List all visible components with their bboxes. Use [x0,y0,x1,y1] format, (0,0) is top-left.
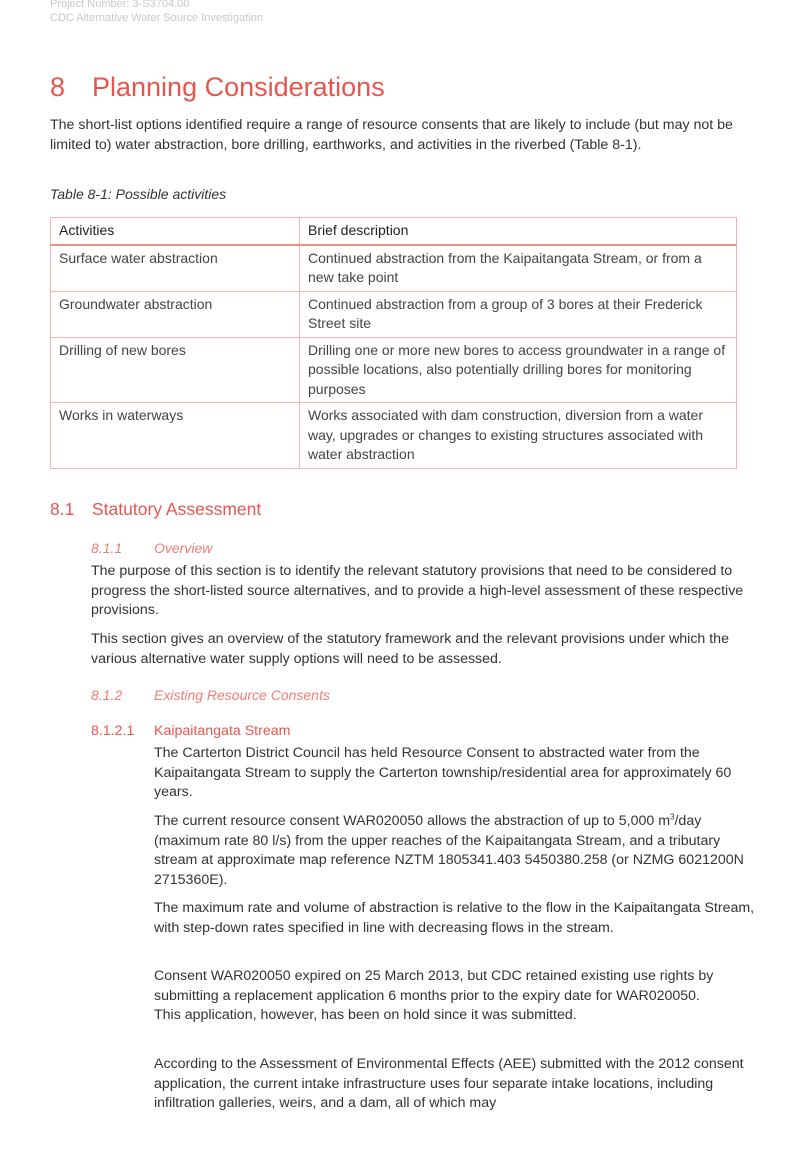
consent-text-start: The current resource consent WAR020050 allows the abstraction of up to 5,000 m [154,813,671,829]
subsection-title: Overview [154,540,213,556]
subsection-number: 8.1 [50,499,75,519]
section-intro: The short-list options identified require a range of resource consents that are likely to include (but may not be limited to) water abstraction, bore drilling, earthworks, and activities in the riverbed (Table 8-1). [50,117,733,153]
kaipaitangata-paragraph-4: Consent WAR020050 expired on 25 March 2013, but CDC retained existing use rights by submitting a replacement application 6 months prior to the expiry date for WAR020050. This application, however, has been on hold since it was submitted. [154,968,714,1023]
table-header-row [51,218,737,245]
description-cell: Continued abstraction from a group of 3 bores at their Frederick Street site [300,291,737,337]
kaipaitangata-paragraph-1: The Carterton District Council has held Resource Consent to abstracted water from the Kaipaitangata Stream to supply the Carterton township/residential area for approximately 60 years. [154,745,732,800]
subsection-number: 8.1.1 [91,540,123,556]
page-header [50,0,263,25]
subsection-heading-8-1 [50,499,261,520]
description-cell: Drilling one or more new bores to access groundwater in a range of possible locations, also potentially drilling bores for monitoring purposes [300,337,737,403]
table-row [51,291,737,337]
subsection-title: Existing Resource Consents [154,687,330,703]
table-caption: Table 8-1: Possible activities [50,186,227,202]
overview-paragraph-1: The purpose of this section is to identify the relevant statutory provisions that need to be considered to progress the short-listed source alternatives, and to provide a high-level assessment of these respective provisions. [91,563,744,618]
overview-paragraph-2: This section gives an overview of the statutory framework and the relevant provisions under which the various alternative water supply options will need to be assessed. [91,631,729,667]
activity-cell: Surface water abstraction [51,245,300,292]
table-row [51,245,737,292]
section-heading [50,70,385,104]
subsection-number: 8.1.2.1 [91,723,135,739]
subsection-number: 8.1.2 [91,687,123,703]
column-header-description: Brief description [300,218,737,245]
activities-table [50,217,737,469]
activity-cell: Works in waterways [51,403,300,469]
section-number: 8 [50,72,66,102]
subsection-heading-8-1-2-1 [91,723,290,739]
activity-cell: Groundwater abstraction [51,291,300,337]
subsection-title: Kaipaitangata Stream [154,723,291,739]
consent-text-end: /day (maximum rate 80 l/s) from the upper reaches of the Kaipaitangata Stream, and a tributary stream at approximate map reference NZTM 1805341.403 5450380.258 (or NZMG 6021200N 2715360E). [154,813,744,888]
subsection-heading-8-1-1 [91,540,212,556]
project-number: Project Number: 3-S3704.00 [50,0,190,10]
superscript-3: 3 [670,812,675,822]
table-row [51,337,737,403]
subsection-heading-8-1-2 [91,687,330,703]
description-cell: Continued abstraction from the Kaipaitangata Stream, or from a new take point [300,245,737,292]
section-title: Planning Considerations [92,72,385,102]
description-cell: Works associated with dam construction, diversion from a water way, upgrades or changes to existing structures associated with water abstraction [300,403,737,469]
column-header-activities: Activities [51,218,300,245]
subsection-title: Statutory Assessment [92,499,262,519]
project-title: CDC Alternative Water Source Investigation [50,12,263,24]
kaipaitangata-paragraph-2 [154,812,754,890]
table-row [51,403,737,469]
kaipaitangata-paragraph-5: According to the Assessment of Environmental Effects (AEE) submitted with the 2012 consent application, the current intake infrastructure uses four separate intake locations, including infiltration galleries, weirs, and a dam, all of which may [154,1056,744,1111]
activity-cell: Drilling of new bores [51,337,300,403]
kaipaitangata-paragraph-3: The maximum rate and volume of abstraction is relative to the flow in the Kaipaitangata Stream, with step-down rates specified in line with decreasing flows in the stream. [154,900,755,936]
